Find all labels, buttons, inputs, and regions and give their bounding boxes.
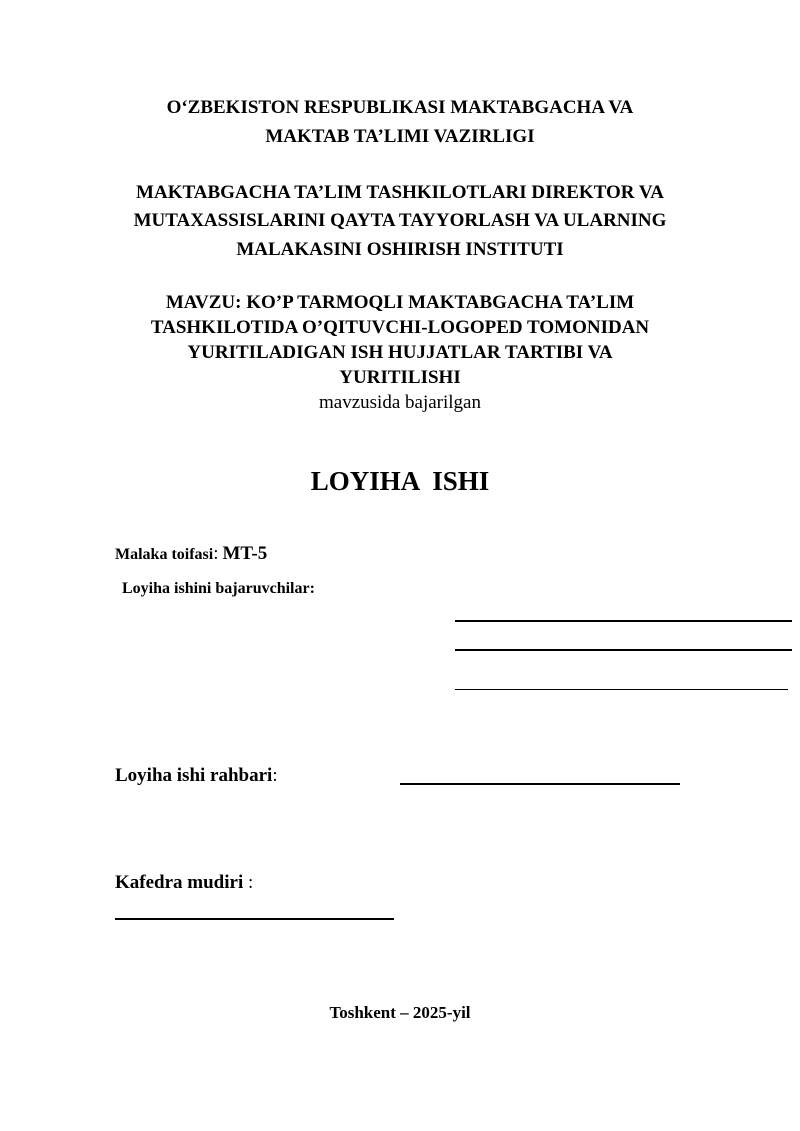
ministry-line-2: MAKTAB TA’LIMI VAZIRLIGI xyxy=(265,126,535,147)
qualification-value: MT-5 xyxy=(222,543,268,564)
executors-label: Loyiha ishini bajaruvchilar: xyxy=(122,580,315,597)
topic-line-2: TASHKILOTIDA O’QITUVCHI-LOGOPED TOMONIDAN xyxy=(150,317,650,338)
footer-place-year: Toshkent – 2025-yil xyxy=(329,1003,471,1022)
executor-signature-line-1 xyxy=(455,620,792,622)
supervisor-colon: : xyxy=(272,765,278,786)
supervisor-signature-line xyxy=(400,783,680,785)
topic-line-4: YURITILISHI xyxy=(339,367,461,388)
qualification-label: Malaka toifasi xyxy=(115,546,214,563)
department-head-colon: : xyxy=(243,872,254,893)
supervisor-label: Loyiha ishi rahbari xyxy=(115,765,273,786)
institute-line-1: MAKTABGACHA TA’LIM TASHKILOTLARI DIREKTOR VA xyxy=(136,182,664,203)
qualification-colon: : xyxy=(213,543,219,564)
qualification-row xyxy=(115,541,267,568)
supervisor-row xyxy=(115,763,278,789)
topic-line-3: YURITILADIGAN ISH HUJJATLAR TARTIBI VA xyxy=(187,342,613,363)
executor-signature-line-2 xyxy=(455,649,792,651)
document-title: LOYIHA ISHI xyxy=(310,466,490,496)
institute-line-3: MALAKASINI OSHIRISH INSTITUTI xyxy=(236,239,564,260)
department-head-row xyxy=(115,870,253,896)
topic-line-1: MAVZU: KO’P TARMOQLI MAKTABGACHA TA’LIM xyxy=(165,292,635,313)
executor-signature-line-3 xyxy=(455,689,788,690)
topic-subtitle: mavzusida bajarilgan xyxy=(319,392,481,413)
institute-line-2: MUTAXASSISLARINI QAYTA TAYYORLASH VA ULARNING xyxy=(133,210,667,231)
ministry-line-1: O‘ZBEKISTON RESPUBLIKASI MAKTABGACHA VA xyxy=(166,97,634,118)
department-head-label: Kafedra mudiri xyxy=(115,872,244,893)
department-head-signature-line xyxy=(115,918,394,920)
